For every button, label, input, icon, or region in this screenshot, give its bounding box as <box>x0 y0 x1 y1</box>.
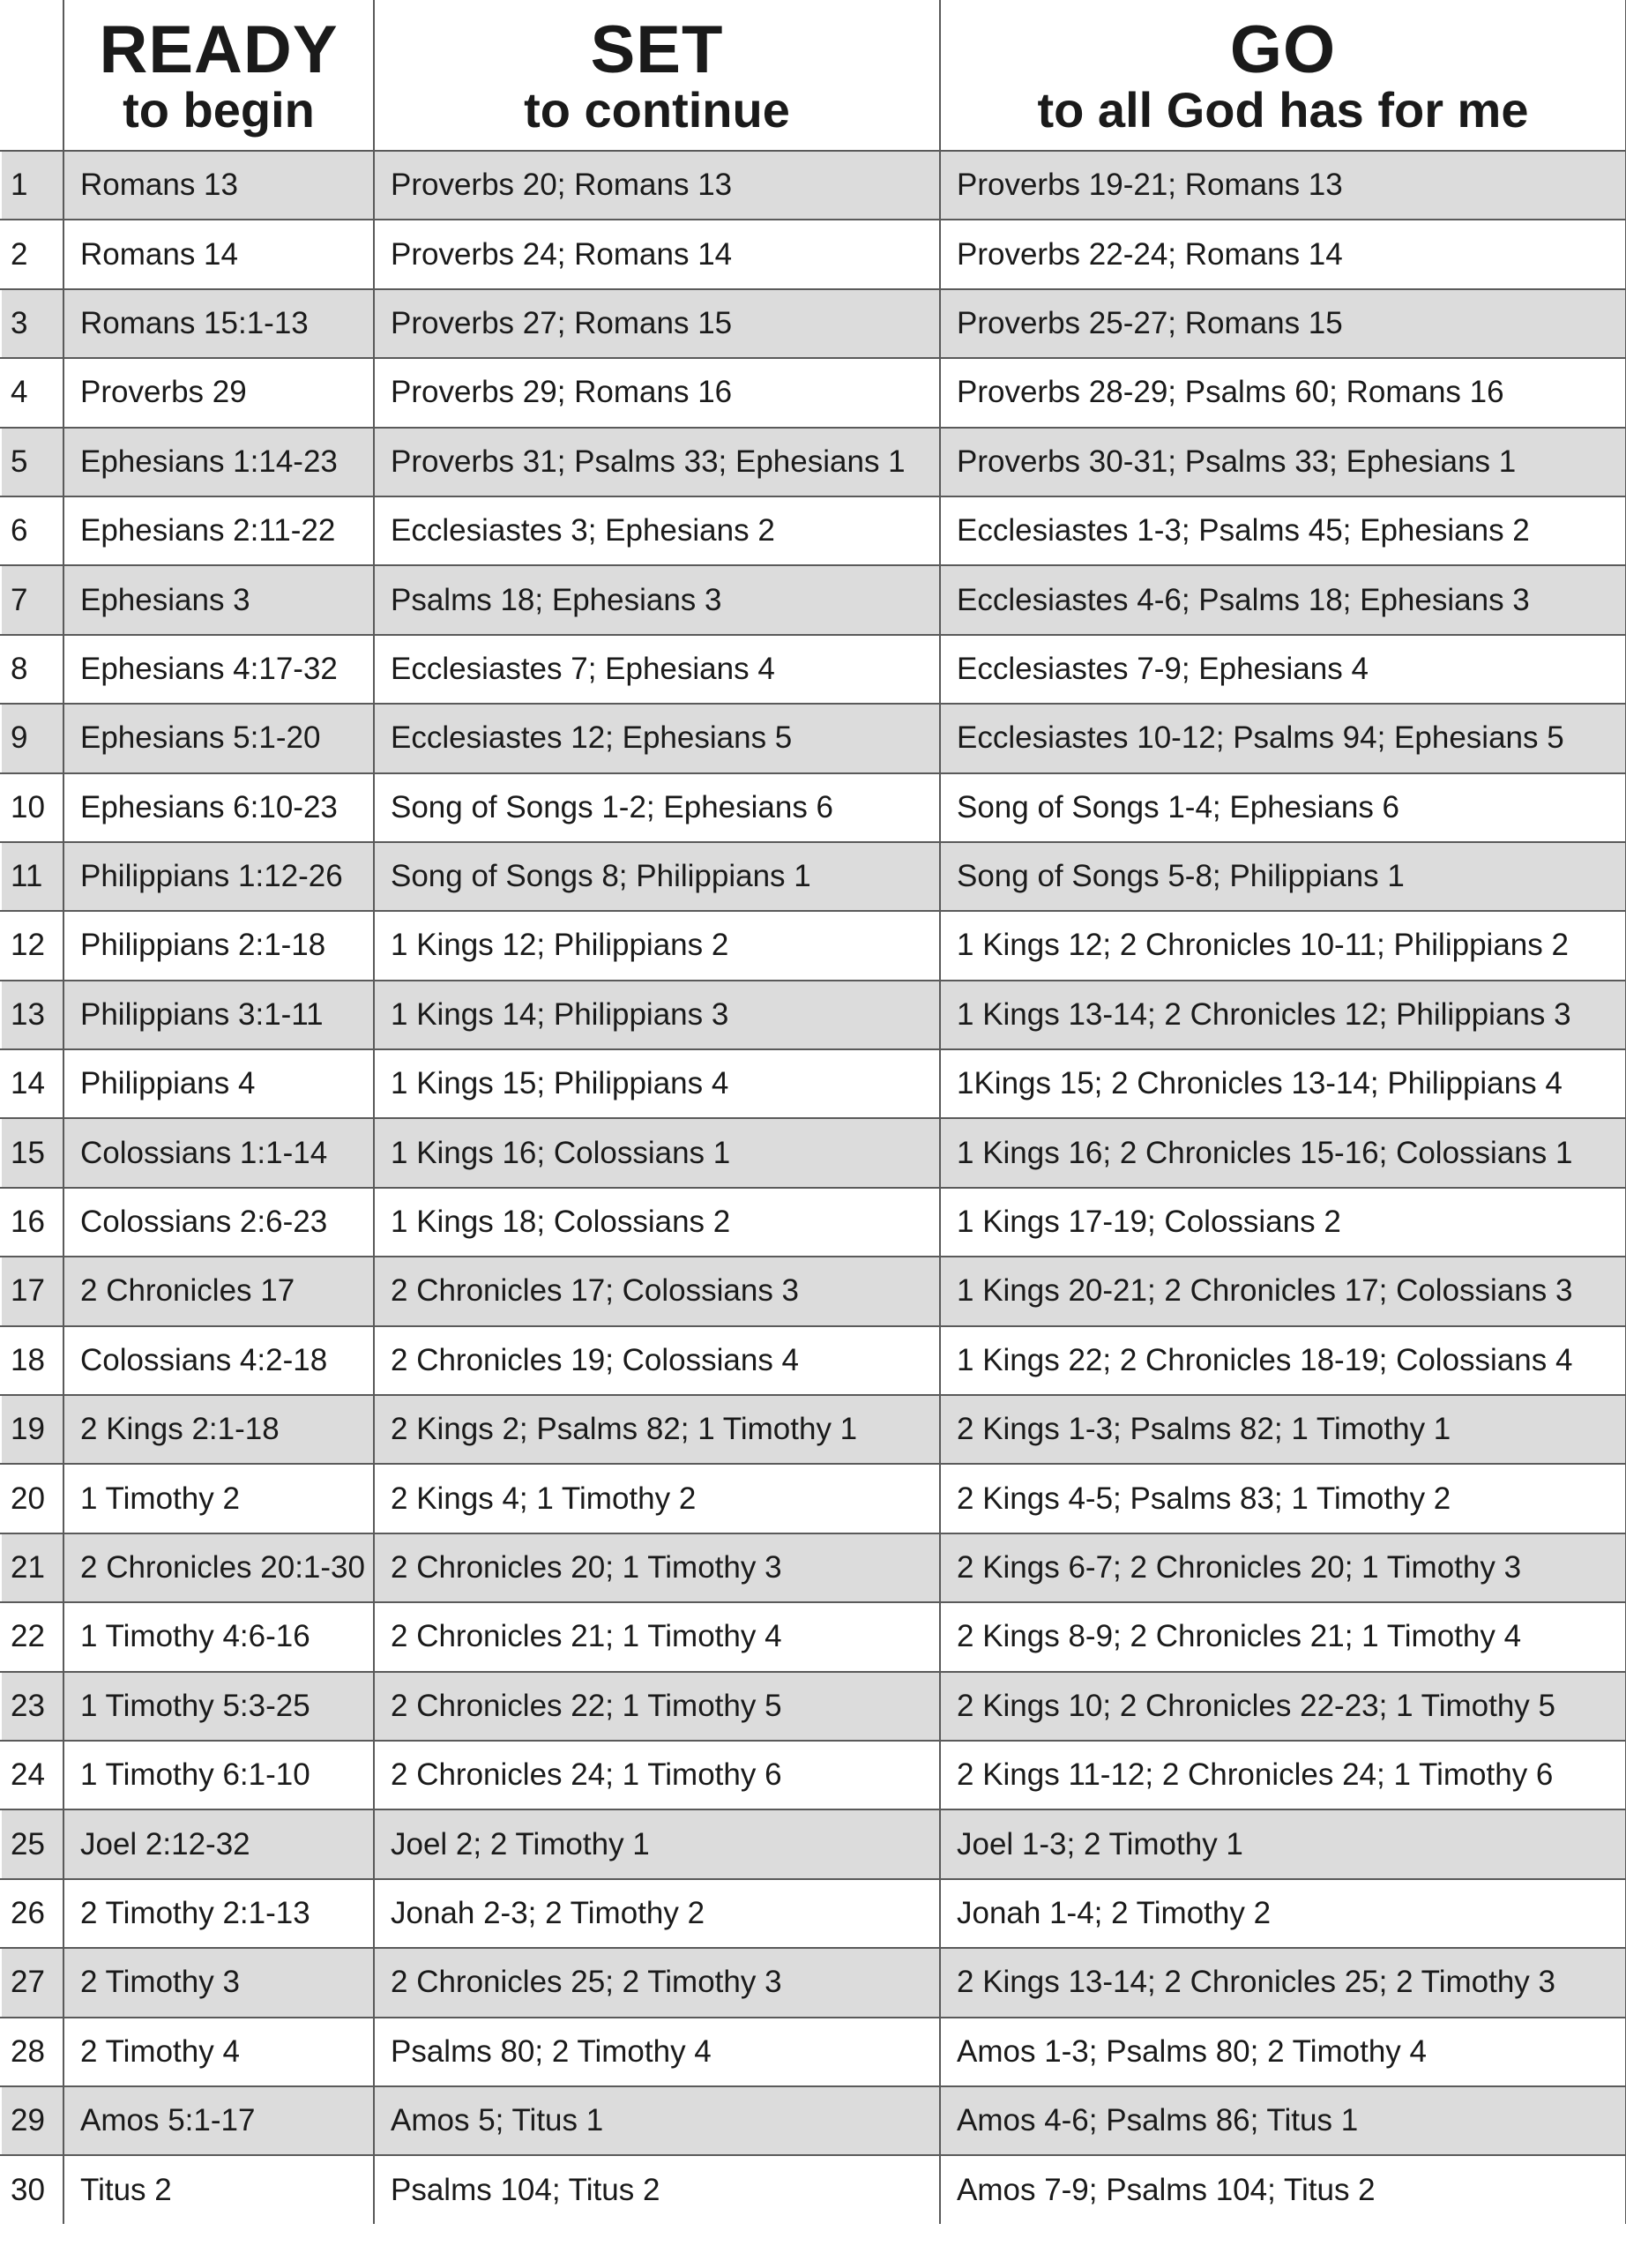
day-number: 15 <box>1 1118 63 1187</box>
go-reading: Amos 4-6; Psalms 86; Titus 1 <box>940 2086 1626 2155</box>
table-row <box>1 151 1626 220</box>
table-row <box>1 1879 1626 1948</box>
set-reading: Jonah 2-3; 2 Timothy 2 <box>374 1879 940 1948</box>
table-row <box>1 1395 1626 1464</box>
ready-reading: Proverbs 29 <box>63 358 374 427</box>
go-reading: 1Kings 15; 2 Chronicles 13-14; Philippians 4 <box>940 1049 1626 1118</box>
go-reading: 2 Kings 6-7; 2 Chronicles 20; 1 Timothy 3 <box>940 1533 1626 1602</box>
ready-reading: 2 Timothy 3 <box>63 1948 374 2017</box>
go-reading: 2 Kings 8-9; 2 Chronicles 21; 1 Timothy 4 <box>940 1602 1626 1671</box>
set-reading: 2 Chronicles 21; 1 Timothy 4 <box>374 1602 940 1671</box>
day-number: 2 <box>1 220 63 288</box>
ready-reading: Philippians 3:1-11 <box>63 981 374 1049</box>
header-ready <box>63 1 374 151</box>
ready-reading: Philippians 2:1-18 <box>63 911 374 980</box>
table-row <box>1 911 1626 980</box>
go-reading: Song of Songs 5-8; Philippians 1 <box>940 842 1626 911</box>
set-reading: Proverbs 27; Romans 15 <box>374 289 940 358</box>
go-reading: Ecclesiastes 7-9; Ephesians 4 <box>940 635 1626 704</box>
table-row <box>1 1257 1626 1325</box>
header-row <box>1 1 1626 151</box>
table-row <box>1 565 1626 634</box>
set-reading: Ecclesiastes 3; Ephesians 2 <box>374 496 940 565</box>
ready-reading: Ephesians 4:17-32 <box>63 635 374 704</box>
go-reading: Proverbs 28-29; Psalms 60; Romans 16 <box>940 358 1626 427</box>
set-reading: Psalms 18; Ephesians 3 <box>374 565 940 634</box>
go-reading: Ecclesiastes 4-6; Psalms 18; Ephesians 3 <box>940 565 1626 634</box>
day-number: 13 <box>1 981 63 1049</box>
table-row <box>1 704 1626 772</box>
day-number: 24 <box>1 1741 63 1809</box>
ready-reading: 1 Timothy 6:1-10 <box>63 1741 374 1809</box>
table-row <box>1 496 1626 565</box>
set-reading: Amos 5; Titus 1 <box>374 2086 940 2155</box>
go-reading: Amos 7-9; Psalms 104; Titus 2 <box>940 2155 1626 2224</box>
set-reading: Proverbs 31; Psalms 33; Ephesians 1 <box>374 428 940 496</box>
set-reading: Proverbs 20; Romans 13 <box>374 151 940 220</box>
table-row <box>1 2086 1626 2155</box>
go-reading: 2 Kings 13-14; 2 Chronicles 25; 2 Timothy 3 <box>940 1948 1626 2017</box>
day-number: 21 <box>1 1533 63 1602</box>
table-row <box>1 2155 1626 2224</box>
day-number: 27 <box>1 1948 63 2017</box>
ready-reading: Ephesians 5:1-20 <box>63 704 374 772</box>
ready-reading: 2 Chronicles 17 <box>63 1257 374 1325</box>
go-reading: 1 Kings 22; 2 Chronicles 18-19; Colossians 4 <box>940 1326 1626 1395</box>
set-reading: Psalms 80; 2 Timothy 4 <box>374 2018 940 2086</box>
day-number: 11 <box>1 842 63 911</box>
day-number: 4 <box>1 358 63 427</box>
go-reading: 1 Kings 13-14; 2 Chronicles 12; Philippians 3 <box>940 981 1626 1049</box>
ready-reading: Ephesians 3 <box>63 565 374 634</box>
go-reading: Proverbs 25-27; Romans 15 <box>940 289 1626 358</box>
ready-reading: 2 Chronicles 20:1-30 <box>63 1533 374 1602</box>
table-row <box>1 635 1626 704</box>
set-reading: 2 Kings 2; Psalms 82; 1 Timothy 1 <box>374 1395 940 1464</box>
ready-reading: Colossians 1:1-14 <box>63 1118 374 1187</box>
ready-reading: Romans 15:1-13 <box>63 289 374 358</box>
table-row <box>1 428 1626 496</box>
table-row <box>1 1672 1626 1741</box>
go-reading: Proverbs 19-21; Romans 13 <box>940 151 1626 220</box>
ready-reading: Colossians 4:2-18 <box>63 1326 374 1395</box>
ready-reading: Romans 13 <box>63 151 374 220</box>
table-body <box>1 151 1626 2225</box>
day-number: 12 <box>1 911 63 980</box>
day-number: 8 <box>1 635 63 704</box>
table-row <box>1 358 1626 427</box>
go-reading: Proverbs 22-24; Romans 14 <box>940 220 1626 288</box>
day-number: 17 <box>1 1257 63 1325</box>
go-reading: 2 Kings 10; 2 Chronicles 22-23; 1 Timothy 5 <box>940 1672 1626 1741</box>
go-reading: Joel 1-3; 2 Timothy 1 <box>940 1809 1626 1878</box>
table-row <box>1 1948 1626 2017</box>
set-reading: 1 Kings 18; Colossians 2 <box>374 1188 940 1257</box>
table-row <box>1 2018 1626 2086</box>
ready-reading: 2 Timothy 2:1-13 <box>63 1879 374 1948</box>
go-reading: 2 Kings 4-5; Psalms 83; 1 Timothy 2 <box>940 1464 1626 1533</box>
set-reading: 1 Kings 12; Philippians 2 <box>374 911 940 980</box>
set-reading: 2 Chronicles 19; Colossians 4 <box>374 1326 940 1395</box>
go-reading: Jonah 1-4; 2 Timothy 2 <box>940 1879 1626 1948</box>
set-reading: 2 Chronicles 20; 1 Timothy 3 <box>374 1533 940 1602</box>
table-row <box>1 1188 1626 1257</box>
go-reading: 2 Kings 11-12; 2 Chronicles 24; 1 Timothy 6 <box>940 1741 1626 1809</box>
ready-reading: 1 Timothy 5:3-25 <box>63 1672 374 1741</box>
table-row <box>1 1741 1626 1809</box>
go-reading: Ecclesiastes 1-3; Psalms 45; Ephesians 2 <box>940 496 1626 565</box>
header-go-subtitle: to all God has for me <box>1037 82 1529 138</box>
day-number: 6 <box>1 496 63 565</box>
header-set-title: SET <box>590 12 724 87</box>
set-reading: 1 Kings 15; Philippians 4 <box>374 1049 940 1118</box>
day-number: 19 <box>1 1395 63 1464</box>
header-day-column <box>1 1 63 151</box>
header-ready-subtitle: to begin <box>123 82 315 138</box>
set-reading: 1 Kings 14; Philippians 3 <box>374 981 940 1049</box>
day-number: 25 <box>1 1809 63 1878</box>
day-number: 20 <box>1 1464 63 1533</box>
go-reading: 1 Kings 12; 2 Chronicles 10-11; Philippians 2 <box>940 911 1626 980</box>
set-reading: Ecclesiastes 12; Ephesians 5 <box>374 704 940 772</box>
ready-reading: 2 Kings 2:1-18 <box>63 1395 374 1464</box>
set-reading: Proverbs 24; Romans 14 <box>374 220 940 288</box>
go-reading: 1 Kings 17-19; Colossians 2 <box>940 1188 1626 1257</box>
ready-reading: Ephesians 1:14-23 <box>63 428 374 496</box>
day-number: 26 <box>1 1879 63 1948</box>
go-reading: Amos 1-3; Psalms 80; 2 Timothy 4 <box>940 2018 1626 2086</box>
day-number: 22 <box>1 1602 63 1671</box>
table-row <box>1 773 1626 842</box>
table-row <box>1 842 1626 911</box>
day-number: 7 <box>1 565 63 634</box>
set-reading: Proverbs 29; Romans 16 <box>374 358 940 427</box>
ready-reading: Philippians 1:12-26 <box>63 842 374 911</box>
set-reading: 2 Chronicles 25; 2 Timothy 3 <box>374 1948 940 2017</box>
ready-reading: Romans 14 <box>63 220 374 288</box>
day-number: 3 <box>1 289 63 358</box>
table-row <box>1 1049 1626 1118</box>
table-row <box>1 1809 1626 1878</box>
table-header <box>1 1 1626 151</box>
ready-reading: Ephesians 2:11-22 <box>63 496 374 565</box>
go-reading: Song of Songs 1-4; Ephesians 6 <box>940 773 1626 842</box>
go-reading: Ecclesiastes 10-12; Psalms 94; Ephesians 5 <box>940 704 1626 772</box>
set-reading: Song of Songs 1-2; Ephesians 6 <box>374 773 940 842</box>
day-number: 29 <box>1 2086 63 2155</box>
ready-reading: 1 Timothy 2 <box>63 1464 374 1533</box>
set-reading: 2 Chronicles 24; 1 Timothy 6 <box>374 1741 940 1809</box>
table-row <box>1 1533 1626 1602</box>
ready-reading: Titus 2 <box>63 2155 374 2224</box>
day-number: 10 <box>1 773 63 842</box>
set-reading: Song of Songs 8; Philippians 1 <box>374 842 940 911</box>
table-row <box>1 1464 1626 1533</box>
day-number: 9 <box>1 704 63 772</box>
table-row <box>1 981 1626 1049</box>
day-number: 18 <box>1 1326 63 1395</box>
go-reading: 2 Kings 1-3; Psalms 82; 1 Timothy 1 <box>940 1395 1626 1464</box>
table-row <box>1 1602 1626 1671</box>
set-reading: Joel 2; 2 Timothy 1 <box>374 1809 940 1878</box>
set-reading: 1 Kings 16; Colossians 1 <box>374 1118 940 1187</box>
table-row <box>1 220 1626 288</box>
day-number: 16 <box>1 1188 63 1257</box>
table-row <box>1 1118 1626 1187</box>
ready-reading: Amos 5:1-17 <box>63 2086 374 2155</box>
go-reading: Proverbs 30-31; Psalms 33; Ephesians 1 <box>940 428 1626 496</box>
header-set-subtitle: to continue <box>524 82 790 138</box>
header-go-title: GO <box>1229 12 1337 87</box>
header-set <box>374 1 940 151</box>
ready-reading: Joel 2:12-32 <box>63 1809 374 1878</box>
set-reading: Psalms 104; Titus 2 <box>374 2155 940 2224</box>
header-go <box>940 1 1626 151</box>
set-reading: 2 Chronicles 22; 1 Timothy 5 <box>374 1672 940 1741</box>
go-reading: 1 Kings 16; 2 Chronicles 15-16; Colossians 1 <box>940 1118 1626 1187</box>
set-reading: 2 Chronicles 17; Colossians 3 <box>374 1257 940 1325</box>
go-reading: 1 Kings 20-21; 2 Chronicles 17; Colossians 3 <box>940 1257 1626 1325</box>
day-number: 28 <box>1 2018 63 2086</box>
set-reading: 2 Kings 4; 1 Timothy 2 <box>374 1464 940 1533</box>
day-number: 30 <box>1 2155 63 2224</box>
table-row <box>1 289 1626 358</box>
day-number: 1 <box>1 151 63 220</box>
day-number: 14 <box>1 1049 63 1118</box>
ready-reading: Philippians 4 <box>63 1049 374 1118</box>
header-ready-title: READY <box>99 12 339 87</box>
ready-reading: Ephesians 6:10-23 <box>63 773 374 842</box>
ready-reading: 2 Timothy 4 <box>63 2018 374 2086</box>
set-reading: Ecclesiastes 7; Ephesians 4 <box>374 635 940 704</box>
ready-reading: 1 Timothy 4:6-16 <box>63 1602 374 1671</box>
table-row <box>1 1326 1626 1395</box>
day-number: 23 <box>1 1672 63 1741</box>
ready-reading: Colossians 2:6-23 <box>63 1188 374 1257</box>
day-number: 5 <box>1 428 63 496</box>
